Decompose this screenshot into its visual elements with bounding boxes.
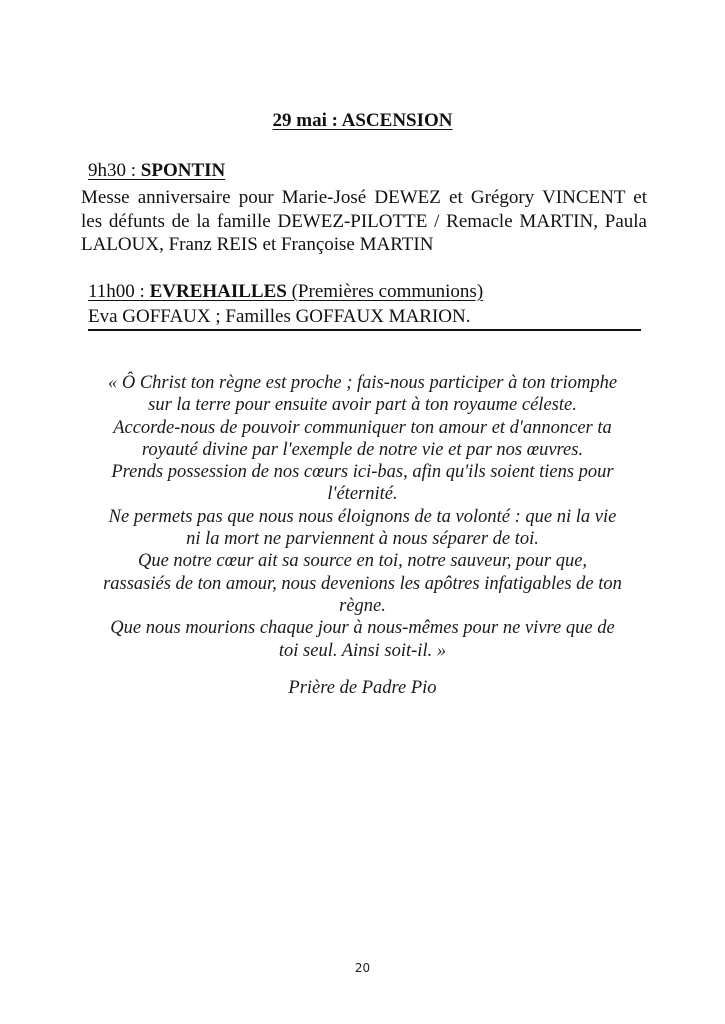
mass-intentions-evrehailles [88, 305, 641, 331]
mass-place: EVREHAILLES [149, 281, 287, 302]
intention-line: LALOUX, Franz REIS et Françoise MARTIN [81, 234, 434, 255]
intention-line: les défunts de la famille DEWEZ-PILOTTE / Remacle MARTIN, Paula [81, 210, 647, 232]
prayer-line: règne. [339, 595, 386, 616]
mass-note: (Premières communions) [286, 281, 484, 302]
prayer-line: Que nous mourions chaque jour à nous-mêmes pour ne vivre que de [110, 618, 615, 639]
prayer-line: Ne permets pas que nous nous éloignons de ta volonté : que ni la vie [108, 506, 617, 527]
prayer-text [80, 372, 645, 662]
prayer-line: rassasiés de ton amour, nous devenions les apôtres infatigables de ton [103, 573, 622, 594]
prayer-attribution: Prière de Padre Pio [288, 678, 437, 698]
intention-line: Eva GOFFAUX ; Familles GOFFAUX MARION. [88, 306, 471, 327]
prayer-line: Prends possession de nos cœurs ici-bas, afin qu'ils soient tiens pour [111, 462, 614, 483]
prayer-line: Accorde-nous de pouvoir communiquer ton amour et d'annoncer ta [113, 417, 612, 438]
mass-heading-spontin [88, 160, 225, 182]
prayer-line: royauté divine par l'exemple de notre vie et par nos œuvres. [141, 439, 584, 460]
prayer-line: l'éternité. [327, 484, 398, 505]
prayer-line: sur la terre pour ensuite avoir part à ton royaume céleste. [148, 395, 577, 416]
prayer-line: toi seul. Ainsi soit-il. » [278, 640, 447, 661]
page-title: 29 mai : ASCENSION [272, 110, 453, 131]
mass-place: SPONTIN [140, 160, 226, 181]
mass-time: 11h00 : [88, 281, 150, 302]
mass-heading-evrehailles [88, 281, 483, 303]
mass-intentions-spontin [81, 186, 647, 257]
page-number: 20 [354, 961, 371, 975]
intention-line: Messe anniversaire pour Marie-José DEWEZ et Grégory VINCENT et [81, 187, 647, 208]
mass-time: 9h30 : [88, 160, 141, 181]
prayer-line: ni la mort ne parviennent à nous séparer de toi. [186, 529, 539, 550]
prayer-line: « Ô Christ ton règne est proche ; fais-nous participer à ton triomphe [107, 373, 618, 393]
prayer-line: Que notre cœur ait sa source en toi, notre sauveur, pour que, [137, 551, 588, 572]
